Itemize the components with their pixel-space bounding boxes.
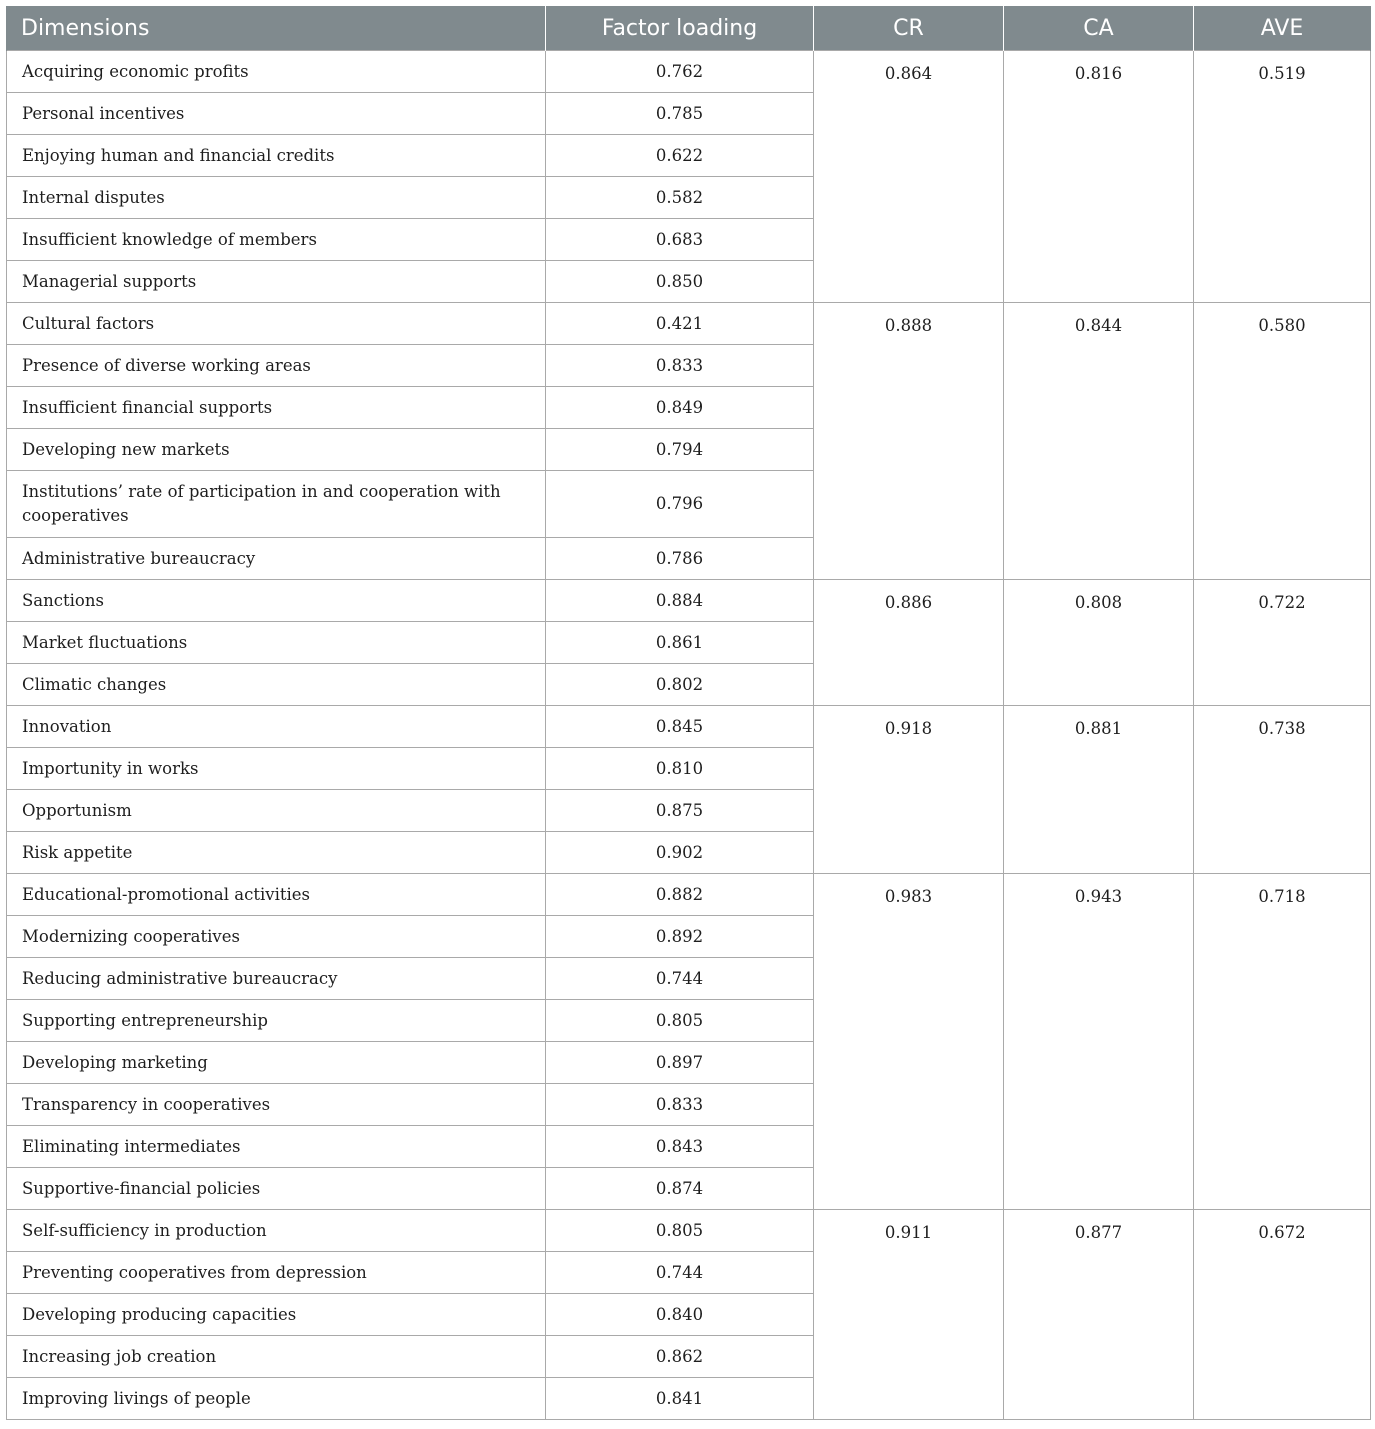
cr-cell: 0.888	[814, 303, 1004, 580]
dimension-cell: Improving livings of people	[7, 1378, 546, 1420]
dimension-cell: Cultural factors	[7, 303, 546, 345]
ave-cell: 0.722	[1194, 580, 1371, 706]
factor-loading-cell: 0.805	[546, 1210, 814, 1252]
dimension-cell: Preventing cooperatives from depression	[7, 1252, 546, 1294]
factor-loading-cell: 0.884	[546, 580, 814, 622]
dimension-cell: Institutions’ rate of participation in and cooperation with cooperatives	[7, 471, 546, 538]
factor-loading-cell: 0.744	[546, 1252, 814, 1294]
dimension-cell: Eliminating intermediates	[7, 1126, 546, 1168]
ca-cell: 0.943	[1004, 874, 1194, 1210]
factor-loading-cell: 0.622	[546, 135, 814, 177]
cr-cell: 0.983	[814, 874, 1004, 1210]
dimension-cell: Importunity in works	[7, 748, 546, 790]
table-row	[7, 303, 1371, 345]
factor-loading-cell: 0.882	[546, 874, 814, 916]
factor-loading-cell: 0.805	[546, 1000, 814, 1042]
factor-loading-cell: 0.810	[546, 748, 814, 790]
factor-loading-cell: 0.833	[546, 1084, 814, 1126]
factor-loading-cell: 0.845	[546, 706, 814, 748]
factor-loading-cell: 0.892	[546, 916, 814, 958]
factor-loading-cell: 0.683	[546, 219, 814, 261]
factor-loading-cell: 0.582	[546, 177, 814, 219]
factor-loading-cell: 0.861	[546, 622, 814, 664]
dimension-cell: Transparency in cooperatives	[7, 1084, 546, 1126]
dimension-cell: Presence of diverse working areas	[7, 345, 546, 387]
dimension-cell: Developing marketing	[7, 1042, 546, 1084]
cr-cell: 0.886	[814, 580, 1004, 706]
dimension-cell: Increasing job creation	[7, 1336, 546, 1378]
table-row	[7, 580, 1371, 622]
header-cr: CR	[814, 6, 1004, 51]
dimension-cell: Innovation	[7, 706, 546, 748]
dimension-cell: Sanctions	[7, 580, 546, 622]
dimension-cell: Market fluctuations	[7, 622, 546, 664]
ave-cell: 0.519	[1194, 51, 1371, 303]
factor-loading-cell: 0.862	[546, 1336, 814, 1378]
ave-cell: 0.672	[1194, 1210, 1371, 1420]
factor-loading-cell: 0.843	[546, 1126, 814, 1168]
dimension-cell: Risk appetite	[7, 832, 546, 874]
table-body	[7, 51, 1371, 1420]
dimension-cell: Educational-promotional activities	[7, 874, 546, 916]
factor-loading-cell: 0.785	[546, 93, 814, 135]
ave-cell: 0.580	[1194, 303, 1371, 580]
factor-loading-cell: 0.421	[546, 303, 814, 345]
ca-cell: 0.816	[1004, 51, 1194, 303]
dimension-cell: Self-sufficiency in production	[7, 1210, 546, 1252]
ca-cell: 0.808	[1004, 580, 1194, 706]
factor-loading-cell: 0.902	[546, 832, 814, 874]
dimension-cell: Reducing administrative bureaucracy	[7, 958, 546, 1000]
dimension-cell: Personal incentives	[7, 93, 546, 135]
dimension-cell: Managerial supports	[7, 261, 546, 303]
factor-loading-cell: 0.849	[546, 387, 814, 429]
dimension-cell: Administrative bureaucracy	[7, 538, 546, 580]
dimension-cell: Enjoying human and financial credits	[7, 135, 546, 177]
factor-loading-cell: 0.850	[546, 261, 814, 303]
dimension-cell: Supportive-financial policies	[7, 1168, 546, 1210]
ave-cell: 0.718	[1194, 874, 1371, 1210]
dimension-cell: Insufficient knowledge of members	[7, 219, 546, 261]
table-row	[7, 1210, 1371, 1252]
cr-cell: 0.864	[814, 51, 1004, 303]
factor-loading-cell: 0.833	[546, 345, 814, 387]
dimension-cell: Developing producing capacities	[7, 1294, 546, 1336]
factor-loading-cell: 0.802	[546, 664, 814, 706]
ave-cell: 0.738	[1194, 706, 1371, 874]
table-row	[7, 874, 1371, 916]
factor-loading-cell: 0.840	[546, 1294, 814, 1336]
dimension-cell: Insufficient financial supports	[7, 387, 546, 429]
header-factor-loading: Factor loading	[546, 6, 814, 51]
dimension-cell: Developing new markets	[7, 429, 546, 471]
factor-loading-cell: 0.762	[546, 51, 814, 93]
dimension-cell: Opportunism	[7, 790, 546, 832]
dimension-cell: Internal disputes	[7, 177, 546, 219]
dimension-cell: Modernizing cooperatives	[7, 916, 546, 958]
table-row	[7, 51, 1371, 93]
dimension-cell: Climatic changes	[7, 664, 546, 706]
factor-loading-table	[6, 6, 1371, 1420]
factor-loading-cell: 0.841	[546, 1378, 814, 1420]
factor-loading-cell: 0.786	[546, 538, 814, 580]
factor-loading-cell: 0.794	[546, 429, 814, 471]
dimension-cell: Acquiring economic profits	[7, 51, 546, 93]
dimension-cell: Supporting entrepreneurship	[7, 1000, 546, 1042]
cr-cell: 0.918	[814, 706, 1004, 874]
ca-cell: 0.844	[1004, 303, 1194, 580]
table-row	[7, 706, 1371, 748]
header-dimensions: Dimensions	[7, 6, 546, 51]
factor-loading-cell: 0.796	[546, 471, 814, 538]
factor-loading-cell: 0.875	[546, 790, 814, 832]
cr-cell: 0.911	[814, 1210, 1004, 1420]
header-row	[7, 6, 1371, 51]
factor-loading-cell: 0.897	[546, 1042, 814, 1084]
ca-cell: 0.877	[1004, 1210, 1194, 1420]
header-ave: AVE	[1194, 6, 1371, 51]
table-header	[7, 6, 1371, 51]
ca-cell: 0.881	[1004, 706, 1194, 874]
factor-loading-cell: 0.744	[546, 958, 814, 1000]
header-ca: CA	[1004, 6, 1194, 51]
factor-loading-cell: 0.874	[546, 1168, 814, 1210]
